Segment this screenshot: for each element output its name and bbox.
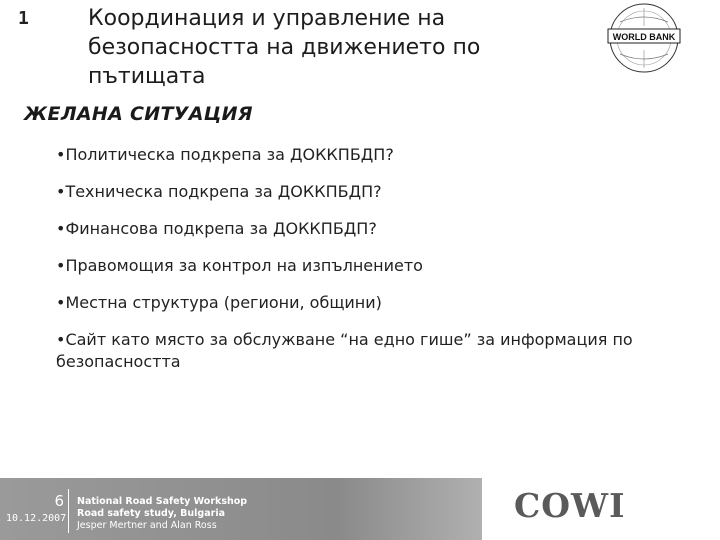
footer-divider [68, 489, 69, 533]
bullet-item: •Политическа подкрепа за ДОККПБДП? [56, 145, 394, 164]
bullet-list [56, 144, 656, 388]
title-line: безопасността на движението по [88, 35, 481, 60]
world-bank-logo [598, 0, 690, 76]
page-number: 6 [54, 492, 64, 510]
cowi-logo: COWI [514, 486, 626, 525]
title-line: Координация и управление на [88, 6, 446, 31]
slide-title [88, 4, 588, 91]
footer-event: National Road Safety Workshop [77, 496, 248, 507]
footer-study: Road safety study, Bulgaria [77, 508, 225, 519]
slide-number: 1 [18, 8, 29, 29]
bullet-item: •Финансова подкрепа за ДОККПБДП? [56, 219, 377, 238]
footer-authors: Jesper Mertner and Alan Ross [77, 520, 217, 531]
bullet-item: •Техническа подкрепа за ДОККПБДП? [56, 182, 382, 201]
bullet-item: •Местна структура (региони, общини) [56, 293, 382, 312]
title-line: пътищата [88, 64, 206, 89]
bullet-item: •Сайт като място за обслужване “на едно гише” за информация по безопасността [56, 330, 633, 371]
bullet-item: •Правомощия за контрол на изпълнението [56, 256, 423, 275]
section-heading: ЖЕЛАНА СИТУАЦИЯ [24, 103, 253, 125]
logo-text: WORLD BANK [612, 32, 676, 42]
footer-bar [0, 478, 482, 540]
footer-date: 10.12.2007 [6, 513, 67, 524]
